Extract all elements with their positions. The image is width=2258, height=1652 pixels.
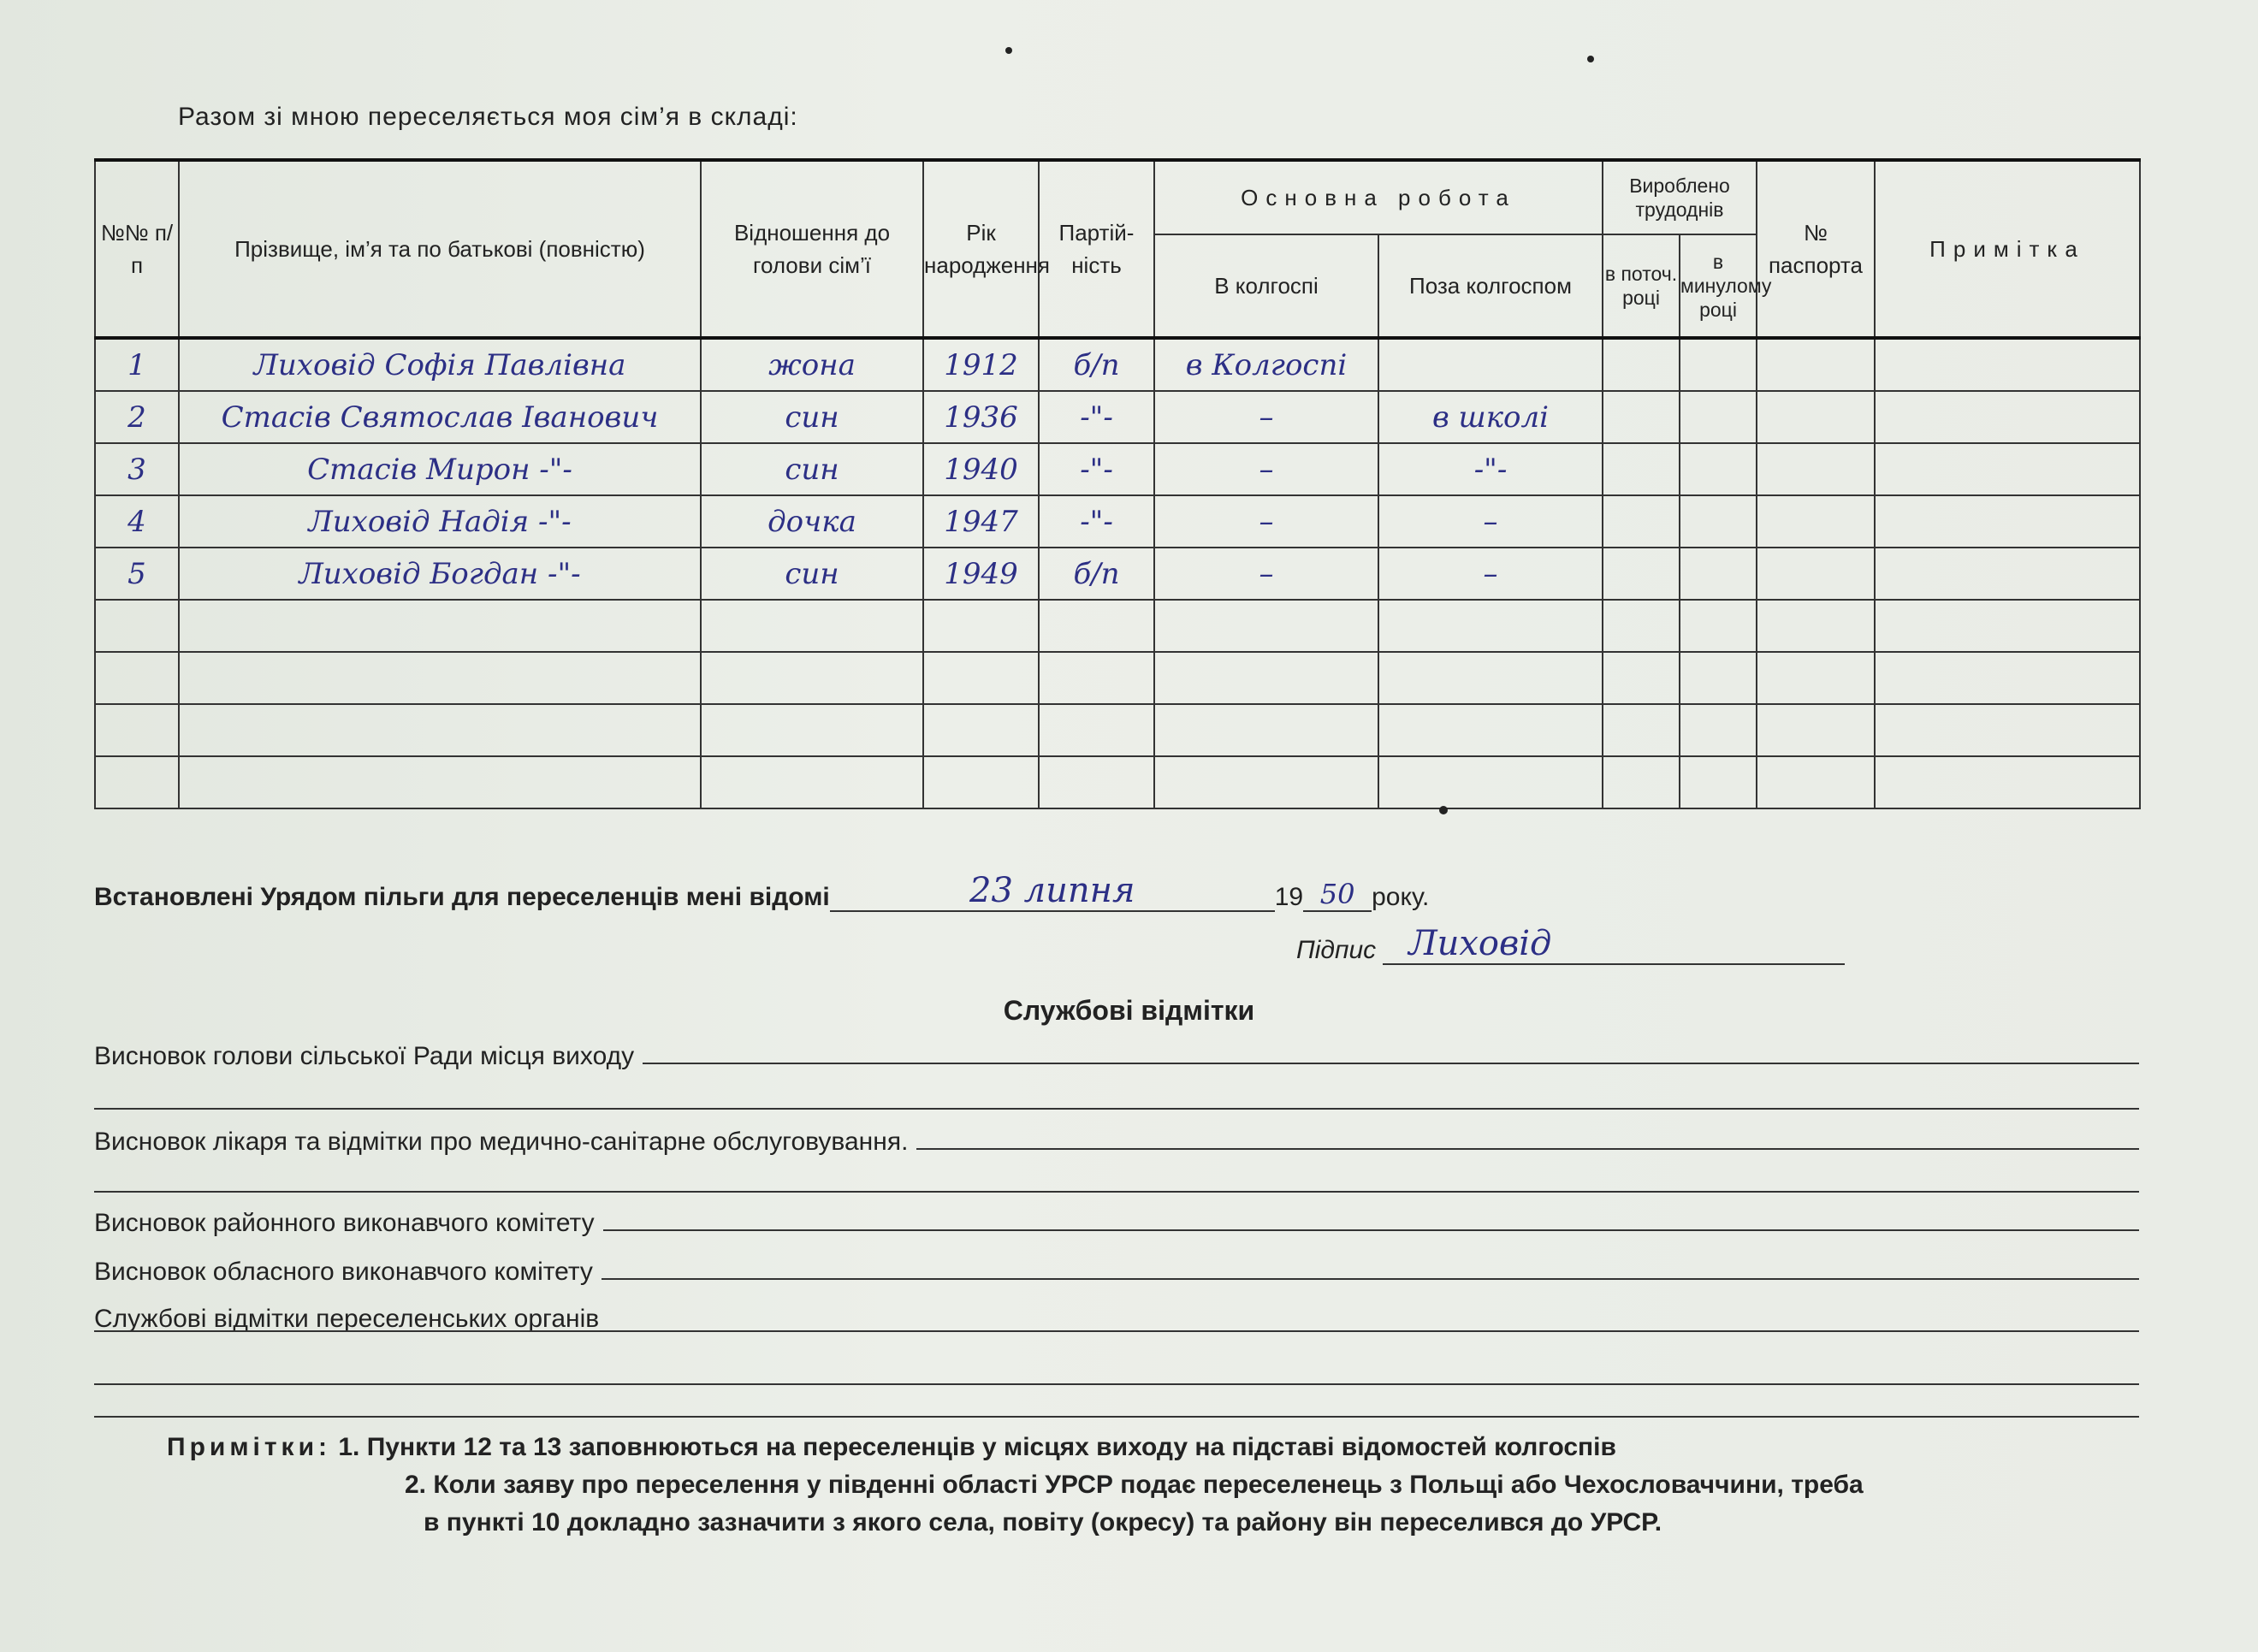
row-passport bbox=[1757, 338, 1875, 391]
row-in-kolkhoz bbox=[1154, 704, 1378, 756]
intro-text: Разом зі мною переселяється моя сім’я в складі: bbox=[178, 103, 798, 131]
row-passport bbox=[1757, 652, 1875, 704]
note-2-cont: в пункті 10 докладно зазначити з якого села, повіту (окресу) та району він переселився до УРСР. bbox=[424, 1508, 1662, 1537]
row-name: Стасів Мирон -"- bbox=[179, 443, 701, 495]
row-note bbox=[1875, 756, 2140, 808]
row-birth-year bbox=[923, 600, 1039, 652]
row-outside-kolkhoz bbox=[1378, 756, 1603, 808]
fill-rule bbox=[602, 1277, 2139, 1280]
row-outside-kolkhoz bbox=[1378, 652, 1603, 704]
notes-block bbox=[167, 1429, 1864, 1542]
service-field-region bbox=[94, 1258, 2139, 1287]
table-row bbox=[95, 495, 2140, 548]
row-birth-year bbox=[923, 704, 1039, 756]
row-party: -"- bbox=[1039, 495, 1154, 548]
ink-spot bbox=[1005, 47, 1012, 54]
row-party: -"- bbox=[1039, 443, 1154, 495]
row-note bbox=[1875, 600, 2140, 652]
header-relation: Відношення до голови сім’ї bbox=[701, 160, 923, 338]
row-last-year bbox=[1680, 495, 1757, 548]
signature-field: Лиховід bbox=[1383, 924, 1845, 965]
row-party: б/п bbox=[1039, 338, 1154, 391]
table-row bbox=[95, 338, 2140, 391]
year-prefix: 19 bbox=[1274, 883, 1304, 911]
row-outside-kolkhoz: -"- bbox=[1378, 443, 1603, 495]
row-current-year bbox=[1603, 600, 1680, 652]
row-outside-kolkhoz: – bbox=[1378, 548, 1603, 600]
row-relation: син bbox=[701, 443, 923, 495]
row-note bbox=[1875, 338, 2140, 391]
row-birth-year: 1940 bbox=[923, 443, 1039, 495]
header-note: Примітка bbox=[1875, 160, 2140, 338]
row-passport bbox=[1757, 756, 1875, 808]
header-passport: № паспорта bbox=[1757, 160, 1875, 338]
row-birth-year: 1912 bbox=[923, 338, 1039, 391]
row-party bbox=[1039, 704, 1154, 756]
row-current-year bbox=[1603, 495, 1680, 548]
row-last-year bbox=[1680, 600, 1757, 652]
row-in-kolkhoz: в Колгоспі bbox=[1154, 338, 1378, 391]
row-num: 4 bbox=[95, 495, 179, 548]
service-field-label: Висновок голови сільської Ради місця виходу bbox=[94, 1042, 635, 1070]
header-main-work: Основна робота bbox=[1154, 160, 1603, 234]
row-outside-kolkhoz bbox=[1378, 338, 1603, 391]
row-in-kolkhoz: – bbox=[1154, 391, 1378, 443]
ink-spot bbox=[1587, 56, 1594, 62]
row-note bbox=[1875, 548, 2140, 600]
row-in-kolkhoz: – bbox=[1154, 443, 1378, 495]
row-num bbox=[95, 704, 179, 756]
row-num bbox=[95, 600, 179, 652]
fill-rule bbox=[916, 1147, 2139, 1150]
row-note bbox=[1875, 495, 2140, 548]
service-field-label: Висновок районного виконавчого комітету bbox=[94, 1209, 595, 1237]
row-name bbox=[179, 600, 701, 652]
row-name: Лиховід Богдан -"- bbox=[179, 548, 701, 600]
row-relation: син bbox=[701, 391, 923, 443]
blank-line bbox=[94, 1108, 2139, 1110]
row-relation bbox=[701, 756, 923, 808]
row-relation bbox=[701, 600, 923, 652]
row-num: 3 bbox=[95, 443, 179, 495]
fill-rule bbox=[607, 1326, 2139, 1327]
row-relation: жона bbox=[701, 338, 923, 391]
header-num: №№ п/п bbox=[95, 160, 179, 338]
table-row bbox=[95, 652, 2140, 704]
signature-line bbox=[1296, 924, 1845, 965]
header-current-year: в поточ. році bbox=[1603, 234, 1680, 338]
family-table-wrap bbox=[94, 158, 2139, 834]
row-party: -"- bbox=[1039, 391, 1154, 443]
row-passport bbox=[1757, 704, 1875, 756]
service-field-label: Службові відмітки переселенських органів bbox=[94, 1305, 600, 1333]
row-birth-year: 1949 bbox=[923, 548, 1039, 600]
row-outside-kolkhoz: в школі bbox=[1378, 391, 1603, 443]
row-birth-year: 1947 bbox=[923, 495, 1039, 548]
row-passport bbox=[1757, 443, 1875, 495]
row-num: 1 bbox=[95, 338, 179, 391]
row-in-kolkhoz bbox=[1154, 652, 1378, 704]
table-row bbox=[95, 391, 2140, 443]
fill-rule bbox=[643, 1062, 2139, 1064]
year-suffix: року. bbox=[1372, 883, 1430, 911]
header-birth-year: Рік народження bbox=[923, 160, 1039, 338]
row-note bbox=[1875, 704, 2140, 756]
row-name bbox=[179, 756, 701, 808]
service-field-doctor bbox=[94, 1128, 2139, 1157]
row-last-year bbox=[1680, 391, 1757, 443]
table-row bbox=[95, 600, 2140, 652]
service-field-village-council bbox=[94, 1042, 2139, 1071]
row-birth-year bbox=[923, 756, 1039, 808]
row-passport bbox=[1757, 495, 1875, 548]
row-current-year bbox=[1603, 652, 1680, 704]
row-last-year bbox=[1680, 756, 1757, 808]
table-row bbox=[95, 548, 2140, 600]
year-field: 50 bbox=[1303, 878, 1372, 912]
row-birth-year bbox=[923, 652, 1039, 704]
service-field-district bbox=[94, 1209, 2139, 1238]
row-last-year bbox=[1680, 443, 1757, 495]
ink-spot bbox=[1439, 806, 1448, 814]
row-party: б/п bbox=[1039, 548, 1154, 600]
row-name bbox=[179, 652, 701, 704]
row-current-year bbox=[1603, 704, 1680, 756]
row-num: 2 bbox=[95, 391, 179, 443]
blank-line bbox=[94, 1191, 2139, 1193]
note-1 bbox=[167, 1429, 1864, 1466]
service-field-label: Висновок лікаря та відмітки про медично-санітарне обслуговування. bbox=[94, 1128, 909, 1156]
row-last-year bbox=[1680, 338, 1757, 391]
blank-line bbox=[94, 1330, 2139, 1332]
header-outside-kolkhoz: Поза колгоспом bbox=[1378, 234, 1603, 338]
benefits-line bbox=[94, 871, 2139, 912]
service-section-title: Службові відмітки bbox=[1003, 995, 1255, 1026]
header-name: Прізвище, ім’я та по батькові (повністю) bbox=[179, 160, 701, 338]
row-relation: син bbox=[701, 548, 923, 600]
row-note bbox=[1875, 443, 2140, 495]
row-outside-kolkhoz bbox=[1378, 600, 1603, 652]
row-in-kolkhoz bbox=[1154, 756, 1378, 808]
row-outside-kolkhoz bbox=[1378, 704, 1603, 756]
notes-head: Примітки: bbox=[167, 1433, 331, 1461]
note-1-text: 1. Пункти 12 та 13 заповнюються на переселенців у місцях виходу на підставі відомостей колгоспів bbox=[338, 1433, 1616, 1461]
header-last-year: в минулому році bbox=[1680, 234, 1757, 338]
row-party bbox=[1039, 600, 1154, 652]
table-row bbox=[95, 443, 2140, 495]
row-relation bbox=[701, 704, 923, 756]
row-birth-year: 1936 bbox=[923, 391, 1039, 443]
header-workdays: Вироблено трудоднів bbox=[1603, 160, 1757, 234]
benefits-date-field: 23 липня bbox=[830, 871, 1275, 912]
row-current-year bbox=[1603, 338, 1680, 391]
row-current-year bbox=[1603, 391, 1680, 443]
row-current-year bbox=[1603, 756, 1680, 808]
row-name bbox=[179, 704, 701, 756]
header-party: Партійність bbox=[1039, 160, 1154, 338]
row-passport bbox=[1757, 600, 1875, 652]
row-passport bbox=[1757, 391, 1875, 443]
row-num: 5 bbox=[95, 548, 179, 600]
blank-line bbox=[94, 1416, 2139, 1418]
row-current-year bbox=[1603, 548, 1680, 600]
family-table bbox=[94, 158, 2141, 809]
row-num bbox=[95, 756, 179, 808]
row-passport bbox=[1757, 548, 1875, 600]
row-note bbox=[1875, 391, 2140, 443]
row-last-year bbox=[1680, 652, 1757, 704]
table-row bbox=[95, 704, 2140, 756]
row-in-kolkhoz: – bbox=[1154, 495, 1378, 548]
row-current-year bbox=[1603, 443, 1680, 495]
row-num bbox=[95, 652, 179, 704]
row-name: Лиховід Софія Павлівна bbox=[179, 338, 701, 391]
row-in-kolkhoz bbox=[1154, 600, 1378, 652]
note-2: 2. Коли заяву про переселення у південні області УРСР подає переселенець з Польщі або Чехословаччини, треба bbox=[405, 1471, 1864, 1499]
row-relation: дочка bbox=[701, 495, 923, 548]
row-last-year bbox=[1680, 704, 1757, 756]
benefits-label: Встановлені Урядом пільги для переселенців мені відомі bbox=[94, 883, 830, 911]
table-row bbox=[95, 756, 2140, 808]
row-in-kolkhoz: – bbox=[1154, 548, 1378, 600]
row-party bbox=[1039, 652, 1154, 704]
row-name: Лиховід Надія -"- bbox=[179, 495, 701, 548]
row-name: Стасів Святослав Іванович bbox=[179, 391, 701, 443]
header-in-kolkhoz: В колгоспі bbox=[1154, 234, 1378, 338]
service-field-resettlement bbox=[94, 1305, 2139, 1334]
signature-label: Підпис bbox=[1296, 936, 1377, 964]
row-relation bbox=[701, 652, 923, 704]
fill-rule bbox=[603, 1229, 2139, 1231]
blank-line bbox=[94, 1383, 2139, 1385]
row-party bbox=[1039, 756, 1154, 808]
row-last-year bbox=[1680, 548, 1757, 600]
row-outside-kolkhoz: – bbox=[1378, 495, 1603, 548]
row-note bbox=[1875, 652, 2140, 704]
service-field-label: Висновок обласного виконавчого комітету bbox=[94, 1258, 593, 1286]
